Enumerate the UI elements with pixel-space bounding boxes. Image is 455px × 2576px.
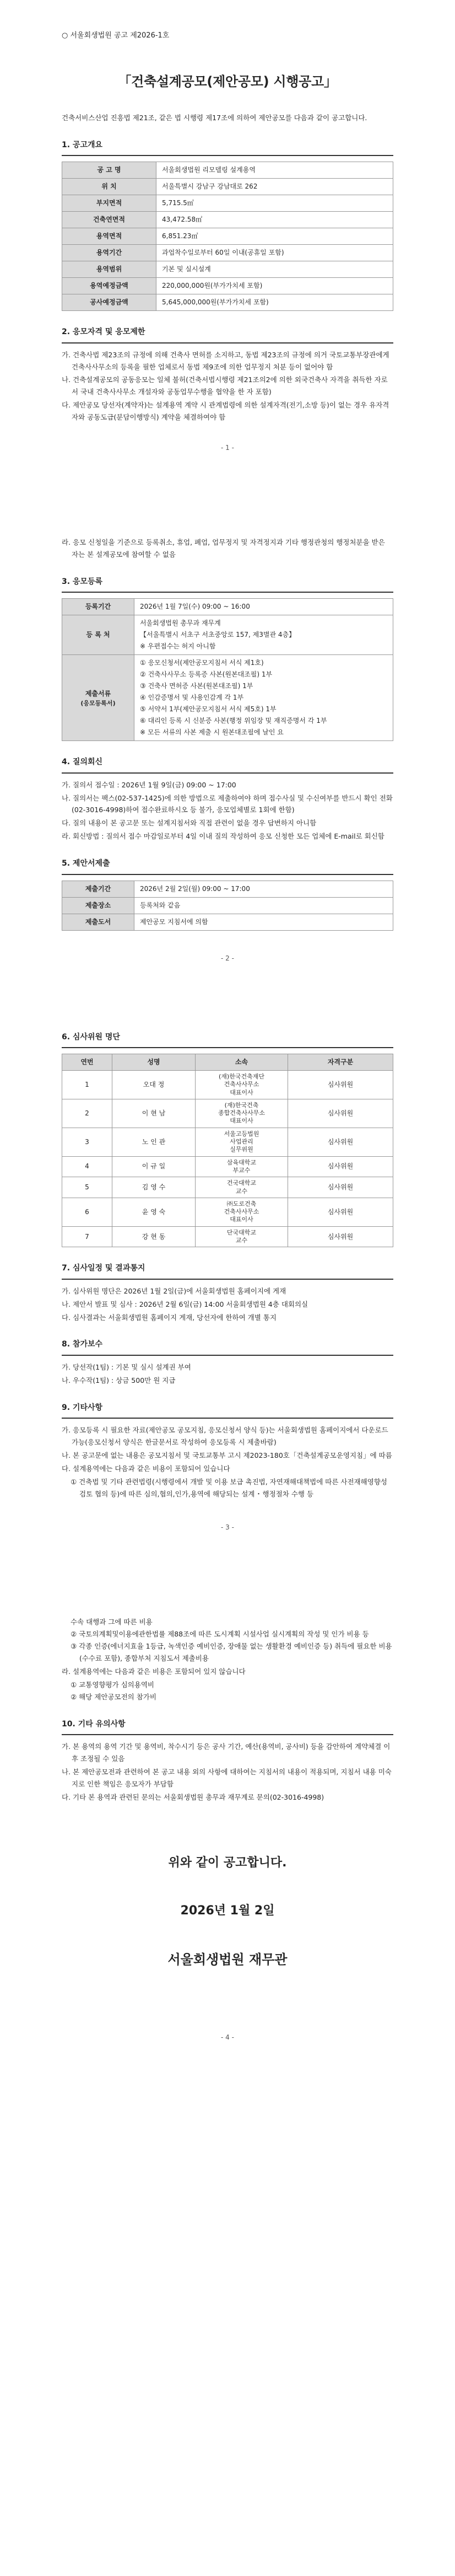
row-value-line: ※ 모든 서류의 사본 제출 시 원본대조필에 날인 요 [140, 728, 284, 737]
table-row [62, 278, 393, 294]
row-value-line: ③ 건축사 면허증 사본(원본대조필) 1부 [140, 682, 253, 690]
overview-table [62, 162, 393, 311]
judge-affiliation [196, 1128, 288, 1156]
section-divider [62, 772, 393, 774]
list-item: 나. 본 제안공모전과 관련하여 본 공고 내용 외의 사항에 대하여는 지침서의 내용이 적용되며, 지침서 내용 미숙지로 인한 책임은 응모자가 부담함 [62, 1767, 392, 1788]
row-value: 6,851.23㎡ [156, 228, 393, 245]
judge-role: 심사위원 [288, 1071, 393, 1099]
list-item: ② 국토의계획및이용에관한법률 제88조에 따른 도시계획 시설사업 실시계획의 작성 및 인가 비용 등 [71, 1630, 369, 1639]
section-heading: 10. 기타 유의사항 [62, 1719, 126, 1729]
judge-role: 심사위원 [288, 1226, 393, 1247]
judge-name: 이 현 남 [112, 1099, 196, 1128]
affiliation-line: 교수 [235, 1237, 248, 1244]
affiliation-line: 건축사사무소 [224, 1081, 259, 1088]
table-row [62, 261, 393, 278]
judge-affiliation [196, 1177, 288, 1198]
row-value: 서울특별시 강남구 강남대로 262 [156, 179, 393, 195]
list-item: 라. 회신방법 : 질의서 접수 마감일로부터 4일 이내 질의 작성하여 응모 신청한 모든 업체에 E-mail로 회신함 [62, 832, 384, 841]
affiliation-line: (재)한국건축재단 [219, 1073, 264, 1080]
judge-name: 노 인 관 [112, 1128, 196, 1156]
table-row [62, 1071, 393, 1099]
section-heading: 6. 심사위원 명단 [62, 1032, 120, 1042]
section-heading: 1. 공고개요 [62, 140, 103, 149]
page-number: - 2 - [221, 954, 234, 962]
list-item: 가. 질의서 접수일 : 2026년 1월 9일(금) 09:00 ~ 17:00 [62, 780, 236, 789]
section-divider [62, 874, 393, 875]
list-item: 나. 건축설계공모의 공동응모는 일체 불허(건축서법시행령 제21조의2에 의한 외국건축사 자격을 취득한 자로서 국내 건축사사무소 개설자와 공동업무수행을 협약을 한 자 포함) [62, 375, 388, 396]
intro-text: 건축서비스산업 진흥법 제21조, 같은 법 시행령 제17조에 의하여 제안공모를 다음과 같이 공고합니다. [62, 113, 367, 122]
affiliation-line: 사업관리 [230, 1138, 253, 1146]
column-header: 자격구분 [288, 1054, 393, 1071]
row-value: 기본 및 실시설계 [156, 261, 393, 278]
judge-name: 이 규 일 [112, 1156, 196, 1177]
list-item: 가. 건축사법 제23조의 규정에 의해 건축사 면허를 소지하고, 동법 제23조의 규정에 의거 국토교통부장관에게 건축사사무소의 등록을 필한 업체로서 동법 제9조에 의한 업무정지 처분 등이 없어야 함 [62, 350, 389, 371]
table-row [62, 1177, 393, 1198]
affiliation-line: 서울고등법원 [224, 1130, 259, 1137]
judge-number: 2 [62, 1099, 112, 1128]
row-label: 제출장소 [62, 897, 134, 914]
list-item: 수속 대행과 그에 따른 비용 [71, 1618, 153, 1627]
section-divider [62, 1418, 393, 1419]
list-item: 가. 본 용역의 용역 기간 및 용역비, 착수시기 등은 공사 기간, 예산(용역비, 공사비) 등을 감안하여 계약체결 이후 조정될 수 있음 [62, 1742, 391, 1763]
row-label: 공사예정금액 [62, 294, 156, 311]
list-item: 다. 기타 본 용역과 관련된 문의는 서울회생법원 총무과 재무계로 문의(02-3016-4998) [62, 1793, 324, 1801]
row-label-text: 등록기간 [85, 603, 111, 611]
section-judges [0, 1031, 455, 1248]
row-value: 등록처와 같음 [134, 897, 393, 914]
column-header: 소속 [196, 1054, 288, 1071]
affiliation-line: 대표이사 [230, 1088, 253, 1096]
row-label: 용역기간 [62, 245, 156, 261]
notice-title: 「건축설계공모(제안공모) 시행공고」 [118, 73, 337, 89]
judge-role: 심사위원 [288, 1198, 393, 1226]
row-value: 과업착수일로부터 60일 이내(공휴일 포함) [156, 245, 393, 261]
section-divider [62, 1279, 393, 1280]
list-item: 다. 질의 내용이 본 공고문 또는 설계지침서와 직접 관련이 없을 경우 답변하지 아니함 [62, 819, 317, 828]
row-value-line: ② 건축사사무소 등록증 사본(원본대조필) 1부 [140, 670, 273, 679]
row-label: 공 고 명 [62, 162, 156, 179]
section-misc [0, 1401, 455, 1500]
judge-name: 강 현 동 [112, 1226, 196, 1247]
list-item: 나. 우수작(1팀) : 상금 500만 원 지급 [62, 1376, 176, 1384]
judge-affiliation [196, 1099, 288, 1128]
list-item: ③ 각종 인증(에너지효율 1등급, 녹색인증 예비인증, 장애물 없는 생활환경 예비인증 등) 취득에 필요한 비용(수수료 포함), 종합부처 지침도서 제출비용 [71, 1642, 392, 1663]
row-label: 제출기간 [62, 881, 134, 897]
row-value-line: ※ 우편접수는 허지 아니함 [140, 642, 216, 651]
notice-number: ○ 서울회생법원 공고 제2026-1호 [62, 31, 170, 40]
row-value [134, 599, 393, 615]
row-label [62, 599, 134, 615]
section-divider [62, 1734, 393, 1735]
row-label: 위 치 [62, 179, 156, 195]
submission-table [62, 881, 393, 931]
affiliation-line: 건축사사무소 [224, 1208, 259, 1216]
list-item: 다. 제안공모 당선자(계약자)는 설계용역 계약 시 관계법령에 의한 설계자격(전기,소방 등)이 없는 경우 유자격자와 공동도급(분담이행방식) 계약을 체결하여야 함 [62, 401, 389, 421]
row-label [62, 655, 134, 741]
row-value: 5,645,000,000원(부가가치세 포함) [156, 294, 393, 311]
table-row [62, 881, 393, 897]
row-label: 용역예정금액 [62, 278, 156, 294]
column-header: 성명 [112, 1054, 196, 1071]
judge-number: 3 [62, 1128, 112, 1156]
table-row [62, 179, 393, 195]
section-divider [62, 155, 393, 156]
section-eligibility [0, 325, 455, 423]
affiliation-line: 대표이사 [230, 1216, 253, 1223]
closing-phrase: 위와 같이 공고합니다. [168, 1856, 287, 1870]
judge-number: 4 [62, 1156, 112, 1177]
row-value [134, 615, 393, 655]
judges-table [62, 1054, 393, 1247]
affiliation-line: ㈜도로건축 [226, 1200, 257, 1208]
section-overview [0, 138, 455, 312]
table-row [62, 1156, 393, 1177]
page-number: - 4 - [221, 2033, 234, 2042]
section-reward [0, 1338, 455, 1386]
judge-number: 6 [62, 1198, 112, 1226]
closing-organization: 서울회생법원 재무관 [167, 1952, 288, 1968]
table-row [62, 162, 393, 179]
affiliation-line: 종합건축사사무소 [218, 1109, 265, 1117]
row-value: 43,472.58㎡ [156, 212, 393, 228]
affiliation-line: 부교수 [232, 1166, 251, 1174]
table-row [62, 294, 393, 311]
row-label [62, 615, 134, 655]
row-value-line: 2026년 1월 7일(수) 09:00 ~ 16:00 [140, 603, 250, 611]
judge-affiliation [196, 1071, 288, 1099]
row-label-text: 등 록 처 [86, 631, 110, 639]
section-submission [0, 857, 455, 931]
table-row [62, 615, 393, 655]
list-item: 가. 응모등록 시 필요한 자료(제안공모 공모지침, 응모신청서 양식 등)는 서울회생법원 홈페이지에서 다운로드 가능(응모신청서 양식은 한글문서로 작성하여 응모등록 시 제출바람) [62, 1426, 388, 1447]
table-row [62, 599, 393, 615]
section-eligibility-cont [0, 536, 455, 561]
section-divider [62, 592, 393, 593]
judge-name: 윤 영 숙 [112, 1198, 196, 1226]
page-number: - 1 - [221, 443, 234, 452]
table-row [62, 1128, 393, 1156]
row-label: 제출도서 [62, 914, 134, 930]
table-row [62, 245, 393, 261]
judge-role: 심사위원 [288, 1099, 393, 1128]
list-item: 다. 심사결과는 서울회생법원 홈페이지 게재, 당선자에 한하여 개별 통지 [62, 1313, 277, 1322]
row-value: 220,000,000원(부가가치세 포함) [156, 278, 393, 294]
table-row [62, 914, 393, 930]
list-item: 라. 응모 신청일을 기준으로 등록취소, 휴업, 폐업, 업무정지 및 자격정지과 기타 행정관청의 행정처분을 받은 자는 본 설계공모에 참여할 수 없음 [62, 538, 385, 559]
table-row [62, 228, 393, 245]
section-notes [0, 1718, 455, 1804]
list-item: 나. 제안서 발표 및 심사 : 2026년 2월 6일(금) 14:00 서울회생법원 4층 대회의실 [62, 1300, 308, 1308]
row-value-line: 서울회생법원 총무과 재무계 [140, 619, 221, 627]
list-item: 가. 당선작(1팀) : 기본 및 실시 설계권 부여 [62, 1362, 191, 1371]
judge-affiliation [196, 1198, 288, 1226]
row-value-line: ⑥ 대리인 등록 시 신분증 사본(행정 위임장 및 재직증명서 각 1부 [140, 717, 327, 725]
judge-affiliation [196, 1226, 288, 1247]
list-item: ① 교통영향평가 심의용역비 [71, 1680, 154, 1689]
header [0, 0, 455, 124]
section-heading: 3. 응모등록 [62, 577, 103, 586]
affiliation-line: (재)한국건축 [224, 1101, 259, 1109]
closing-date: 2026년 1월 2일 [180, 1903, 275, 1918]
judge-name: 오대 정 [112, 1071, 196, 1099]
list-item: 나. 본 공고문에 없는 내용은 공모지침서 및 국토교통부 고시 제2023-180호「건축설계공모운영지침」에 따름 [62, 1451, 392, 1459]
section-heading: 2. 응모자격 및 응모제한 [62, 328, 145, 337]
affiliation-line: 대표이사 [230, 1117, 253, 1125]
affiliation-line: 교수 [235, 1187, 248, 1195]
section-heading: 7. 심사일정 및 결과통지 [62, 1264, 145, 1273]
table-row [62, 897, 393, 914]
row-label: 용역면적 [62, 228, 156, 245]
row-label: 용역범위 [62, 261, 156, 278]
table-row [62, 195, 393, 212]
registration-table [62, 598, 393, 741]
section-divider [62, 1047, 393, 1048]
list-item: 다. 설계용역에는 다음과 같은 비용이 포함되어 있습니다 [62, 1464, 230, 1473]
column-header: 연번 [62, 1054, 112, 1071]
list-item: 라. 설계용역에는 다음과 같은 비용은 포함되어 있지 않습니다 [62, 1667, 246, 1676]
section-qna [0, 755, 455, 842]
judge-role: 심사위원 [288, 1156, 393, 1177]
section-heading: 8. 참가보수 [62, 1340, 103, 1349]
row-label: 부지면적 [62, 195, 156, 212]
list-item: 나. 질의서는 팩스(02-537-1425)에 의한 방법으로 제출하여야 하며 접수사실 및 수신여부를 반드시 확인 전화(02-3016-4998)하여 접수완료하시오 등 불가, 응모업체별로 1회에 한함) [62, 793, 393, 814]
table-row [62, 1099, 393, 1128]
judge-role: 심사위원 [288, 1128, 393, 1156]
list-item: ② 해당 제안공모전의 참가비 [71, 1692, 156, 1701]
row-value-line: ④ 인감증명서 및 사용인감계 각 1부 [140, 694, 244, 702]
row-value-line: 【서울특별시 서초구 서초중앙로 157, 제3별관 4층】 [140, 631, 296, 639]
table-row [62, 655, 393, 741]
row-value-line: ⑤ 서약서 1부(제안공모지침서 서식 제5호) 1부 [140, 705, 277, 713]
sub-item: ① 건축법 및 기타 관련법령(시행령에서 개발 및 이용 보급 촉진법, 자연재해대책법에 따른 사전재해영향성검토 협의 등)에 따른 심의,협의,인가,용역에 해당되는 설계 ･ 행정절차 수행 등 [71, 1477, 387, 1498]
judge-role: 심사위원 [288, 1177, 393, 1198]
row-value-line: ① 응모신청서(제안공모지침서 서식 제1호) [140, 659, 264, 667]
row-label-text: 제출서류 [85, 689, 111, 697]
judge-number: 1 [62, 1071, 112, 1099]
affiliation-line: 건국대학교 [226, 1179, 257, 1187]
judge-number: 7 [62, 1226, 112, 1247]
section-divider [62, 1355, 393, 1356]
section-registration [0, 575, 455, 742]
table-row [62, 1198, 393, 1226]
section-schedule [0, 1262, 455, 1323]
row-value: 서울회생법원 리모델링 설계용역 [156, 162, 393, 179]
table-row [62, 212, 393, 228]
row-label-sub: (응모등록서) [80, 699, 116, 707]
affiliation-line: 삼육대학교 [226, 1158, 257, 1166]
row-label: 건축연면적 [62, 212, 156, 228]
row-value [134, 655, 393, 741]
section-misc-cont [0, 1616, 455, 1703]
affiliation-line: 단국대학교 [226, 1228, 257, 1236]
section-heading: 5. 제안서제출 [62, 859, 110, 868]
judge-name: 김 영 수 [112, 1177, 196, 1198]
row-value: 제안공모 지침서에 의함 [134, 914, 393, 930]
page-number: - 3 - [221, 1523, 234, 1532]
judge-number: 5 [62, 1177, 112, 1198]
row-value: 5,715.5㎡ [156, 195, 393, 212]
section-heading: 9. 기타사항 [62, 1403, 103, 1412]
affiliation-line: 실무위원 [230, 1146, 253, 1153]
section-divider [62, 342, 393, 344]
table-row [62, 1226, 393, 1247]
list-item: 가. 심사위원 명단은 2026년 1월 2일(금)에 서울회생법원 홈페이지에 게재 [62, 1286, 286, 1295]
row-value: 2026년 2월 2일(월) 09:00 ~ 17:00 [134, 881, 393, 897]
judge-affiliation [196, 1156, 288, 1177]
section-heading: 4. 질의회신 [62, 758, 103, 767]
